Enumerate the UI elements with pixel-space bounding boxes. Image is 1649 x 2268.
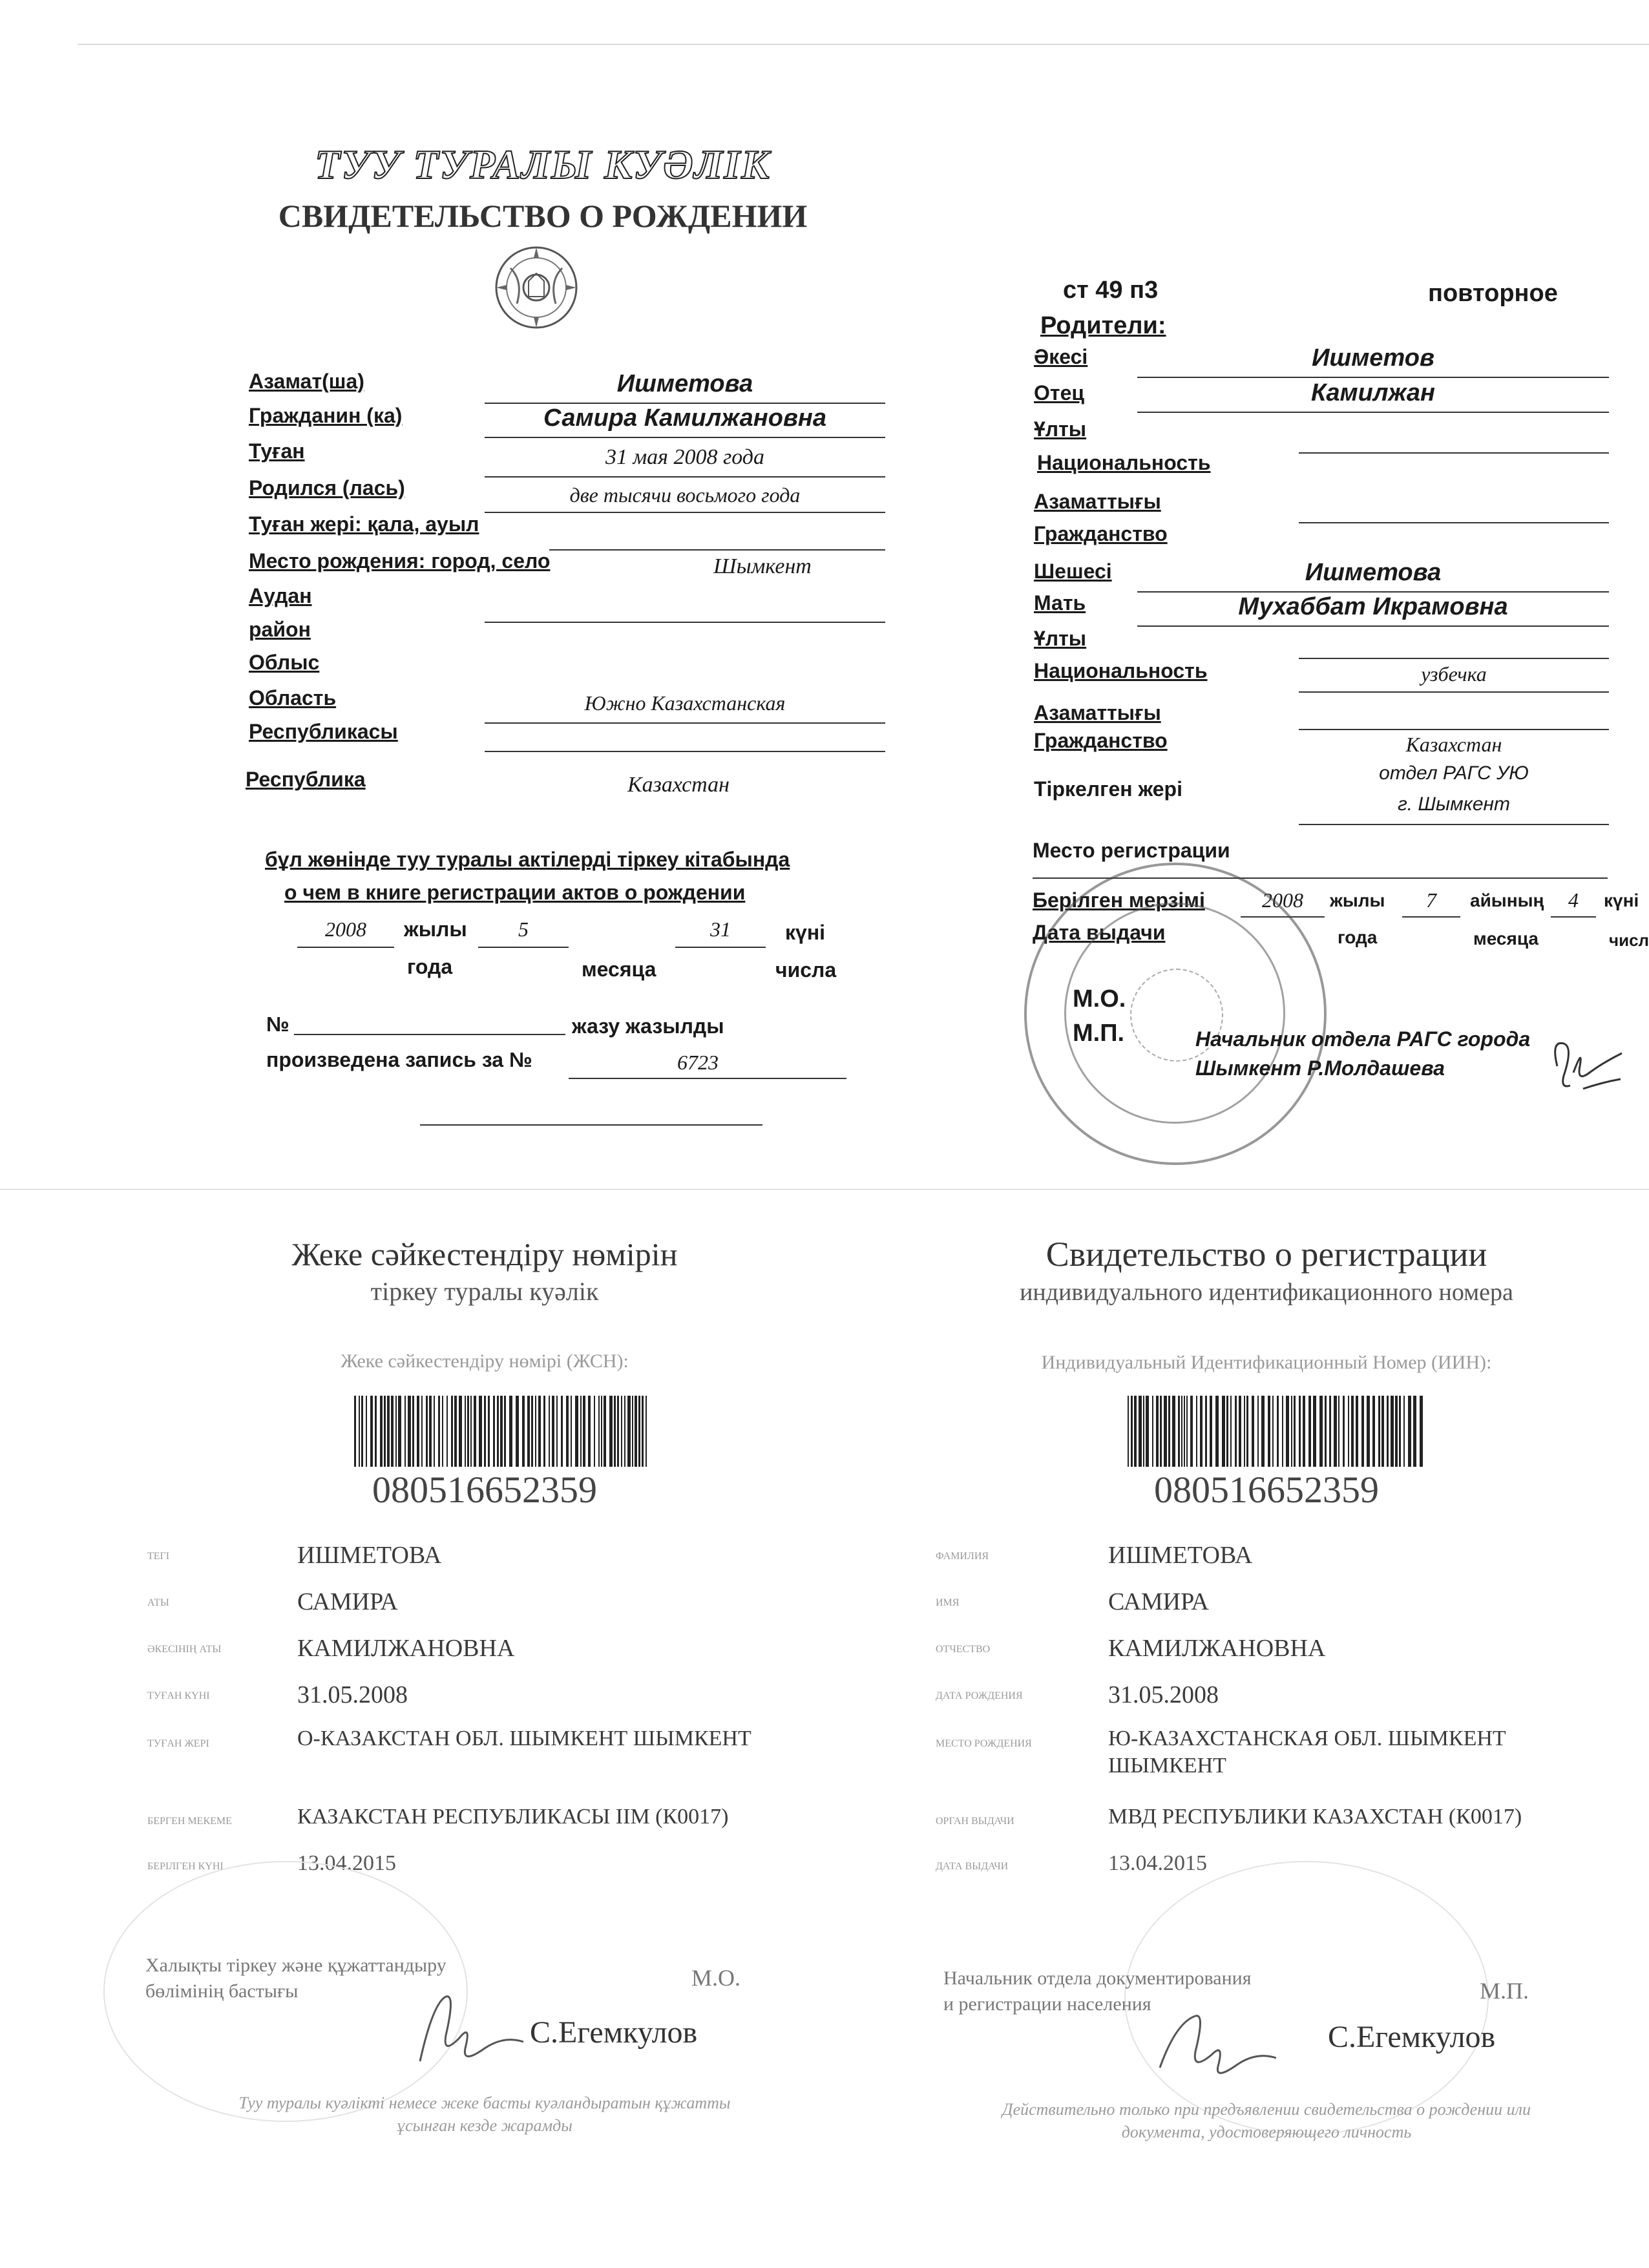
barcode-bar (1139, 1396, 1142, 1467)
barcode-bar (601, 1396, 602, 1467)
issue-day: 4 (1568, 888, 1579, 912)
barcode-bar (1181, 1396, 1182, 1467)
iin-ru-barcode (1128, 1396, 1425, 1467)
barcode-bar (1205, 1396, 1207, 1467)
barcode-bar (617, 1396, 619, 1467)
iin-kz-caption: Жеке сәйкестендіру нөмірі (ЖСН): (341, 1350, 629, 1372)
barcode-bar (561, 1396, 563, 1467)
barcode-bar (575, 1396, 578, 1467)
barcode-bar (1131, 1396, 1133, 1467)
barcode-bar (1329, 1396, 1331, 1467)
iin-kz-value-issued: 13.04.2015 (297, 1851, 396, 1875)
issue-month-ru: месяца (1473, 929, 1539, 949)
label-father-cit-kz: Азаматтығы (1034, 490, 1161, 513)
barcode-bar (470, 1396, 472, 1467)
label-district-ru: район (249, 618, 311, 641)
line-father-surname (1137, 377, 1609, 378)
barcode-bar (580, 1396, 582, 1467)
line-birth-date (485, 476, 885, 478)
iin-ru-note-2: документа, удостоверяющего личность (1121, 2123, 1412, 2141)
line-issue-day (1551, 916, 1596, 918)
barcode-bar (531, 1396, 533, 1467)
line-mother-surname (1137, 591, 1609, 593)
label-issued-ru: Дата выдачи (1033, 921, 1166, 944)
iin-ru-label-surname: ФАМИЛИЯ (936, 1551, 989, 1562)
barcode-bar (604, 1396, 606, 1467)
iin-ru-label-dob: ДАТА РОЖДЕНИЯ (936, 1690, 1023, 1701)
value-birth-date: 31 мая 2008 года (605, 445, 765, 469)
barcode-bar (588, 1396, 591, 1467)
barcode-bar (387, 1396, 390, 1467)
barcode-bar (522, 1396, 525, 1467)
iin-kz-footer-1: Халықты тіркеу және құжаттандыру (145, 1955, 446, 1976)
entry-text-kz: жазу жазылды (572, 1014, 724, 1038)
barcode-bar (454, 1396, 457, 1467)
barcode-bar (1367, 1396, 1370, 1467)
iin-kz-footer-2: бөлімінің бастығы (145, 1980, 299, 2002)
certificate-title-kz: ТУУ ТУРАЛЫ КУӘЛІК (315, 142, 771, 187)
barcode-bar (384, 1396, 386, 1467)
iin-ru-value-dob: 31.05.2008 (1108, 1681, 1219, 1708)
iin-kz-title-2: тіркеу туралы куәлік (370, 1277, 599, 1306)
issue-month: 7 (1426, 888, 1436, 912)
iin-kz-label-surname: ТЕГІ (147, 1551, 170, 1562)
statute-ref: ст 49 п3 (1063, 277, 1159, 304)
entry-number: 6723 (677, 1051, 719, 1074)
barcode-bar (366, 1396, 367, 1467)
value-father-name: Камилжан (1311, 379, 1435, 406)
record-day-ru: числа (775, 958, 837, 982)
barcode-bar (1348, 1396, 1349, 1467)
value-mother-citizenship: Казахстан (1405, 733, 1502, 756)
seal-mo: М.О. (1073, 985, 1126, 1013)
barcode-bar (465, 1396, 466, 1467)
barcode-bar (1334, 1396, 1337, 1467)
barcode-bar (429, 1396, 432, 1467)
record-year: 2008 (325, 918, 366, 941)
line-republic-kz (485, 751, 885, 752)
barcode-bar (1408, 1396, 1411, 1467)
line-district (485, 622, 885, 623)
iin-kz-value-patronymic: КАМИЛЖАНОВНА (297, 1635, 515, 1662)
barcode-bar (552, 1396, 554, 1467)
barcode-bar (1128, 1396, 1129, 1467)
barcode-bar (1395, 1396, 1398, 1467)
iin-kz-value-issuer: КАЗАКСТАН РЕСПУБЛИКАСЫ ІІМ (К0017) (297, 1805, 729, 1829)
iin-kz-value-pob: О-КАЗАКСТАН ОБЛ. ШЫМКЕНТ ШЫМКЕНТ (297, 1727, 751, 1750)
barcode-bar (488, 1396, 490, 1467)
barcode-bar (635, 1396, 637, 1467)
iin-kz-value-name: САМИРА (297, 1588, 398, 1615)
iin-kz-signature (407, 1977, 530, 2074)
barcode-bar (1152, 1396, 1153, 1467)
barcode-bar (627, 1396, 631, 1467)
barcode-bar (624, 1396, 625, 1467)
barcode-bar (359, 1396, 360, 1467)
record-year-ru: года (407, 955, 453, 978)
value-reg-place-2: г. Шымкент (1397, 793, 1511, 815)
iin-kz-value-dob: 31.05.2008 (297, 1681, 408, 1708)
registrar-title-2: Шымкент Р.Молдашева (1195, 1056, 1445, 1080)
barcode-bar (1291, 1396, 1292, 1467)
barcode-bar (1190, 1396, 1193, 1467)
value-mother-name: Мухаббат Икрамовна (1238, 593, 1508, 620)
value-birth-date-words: две тысячи восьмого года (569, 483, 801, 507)
barcode-bar (1164, 1396, 1167, 1467)
label-mother-nat-kz: Ұлты (1034, 627, 1087, 650)
value-city: Шымкент (713, 554, 812, 578)
iin-kz-signer: С.Егемкулов (530, 2015, 698, 2050)
barcode-bar (1226, 1396, 1228, 1467)
barcode-bar (1399, 1396, 1401, 1467)
barcode-bar (1294, 1396, 1296, 1467)
label-citizen-kz: Азамат(ша) (249, 370, 364, 393)
barcode-bar (408, 1396, 411, 1467)
label-father-nat-ru: Национальность (1037, 451, 1211, 474)
iin-kz-label-pob: ТУҒАН ЖЕРІ (147, 1738, 209, 1749)
barcode-bar (380, 1396, 383, 1467)
barcode-bar (1381, 1396, 1384, 1467)
barcode-bar (621, 1396, 622, 1467)
label-reg-kz: Тіркелген жері (1034, 777, 1182, 801)
barcode-bar (500, 1396, 503, 1467)
line-bottom-left (420, 1124, 762, 1126)
line-record-day (675, 947, 766, 948)
barcode-bar (549, 1396, 550, 1467)
barcode-bar (1244, 1396, 1245, 1467)
barcode-bar (426, 1396, 428, 1467)
barcode-bar (1235, 1396, 1237, 1467)
record-month-ru: месяца (582, 958, 656, 981)
line-mother-name (1137, 625, 1609, 627)
line-birth-date-words (485, 512, 885, 513)
barcode-bar (642, 1396, 644, 1467)
barcode-bar (646, 1396, 647, 1467)
barcode-bar (1303, 1396, 1305, 1467)
barcode-bar (1308, 1396, 1311, 1467)
line-reg-place (1299, 824, 1609, 825)
value-mother-nationality: узбечка (1421, 662, 1487, 686)
barcode-bar (527, 1396, 530, 1467)
registrar-title-1: Начальник отдела РАГС города (1195, 1027, 1531, 1051)
barcode-bar (509, 1396, 512, 1467)
iin-ru-title-1: Свидетельство о регистрации (1045, 1235, 1487, 1274)
barcode-bar (594, 1396, 595, 1467)
iin-kz-label-issuer: БЕРГЕН МЕКЕМЕ (147, 1816, 232, 1827)
label-mother-ru: Мать (1034, 591, 1086, 614)
iin-ru-caption: Индивидуальный Идентификационный Номер (ИИН): (1041, 1352, 1492, 1373)
repeat-mark: повторное (1428, 280, 1558, 307)
line-birthplace (549, 549, 885, 551)
barcode-bar (1160, 1396, 1162, 1467)
iin-ru-seal: М.П. (1480, 1978, 1529, 2004)
registrar-signature (1544, 1027, 1628, 1098)
barcode-bar (438, 1396, 440, 1467)
label-born-ru: Родился (лась) (249, 476, 405, 499)
iin-ru-value-surname: ИШМЕТОВА (1108, 1542, 1253, 1569)
barcode-bar (1356, 1396, 1358, 1467)
value-country: Казахстан (627, 773, 730, 797)
barcode-bar (1239, 1396, 1241, 1467)
barcode-bar (1261, 1396, 1265, 1467)
barcode-bar (1272, 1396, 1274, 1467)
barcode-bar (1268, 1396, 1270, 1467)
barcode-bar (395, 1396, 397, 1467)
barcode-bar (1246, 1396, 1248, 1467)
iin-kz-value-surname: ИШМЕТОВА (297, 1542, 442, 1569)
barcode-bar (459, 1396, 462, 1467)
label-birthplace-kz: Туған жері: қала, ауыл (249, 512, 479, 536)
barcode-bar (1186, 1396, 1188, 1467)
entry-no-sign: № (266, 1013, 289, 1036)
record-month: 5 (518, 918, 529, 941)
issue-year: 2008 (1262, 888, 1303, 912)
barcode-bar (1387, 1396, 1389, 1467)
barcode-bar (598, 1396, 600, 1467)
barcode-bar (375, 1396, 377, 1467)
issue-day-kz: күні (1604, 890, 1639, 910)
record-year-kz: жылы (404, 918, 467, 941)
barcode-bar (1413, 1396, 1416, 1467)
official-round-stamp (1024, 863, 1327, 1165)
record-day-kz: күні (785, 921, 826, 944)
barcode-bar (1277, 1396, 1279, 1467)
iin-ru-label-patronymic: ОТЧЕСТВО (936, 1644, 991, 1655)
barcode-bar (609, 1396, 613, 1467)
iin-kz-barcode (354, 1396, 651, 1467)
iin-ru-value-pob: Ю-КАЗАХСТАНСКАЯ ОБЛ. ШЫМКЕНТ (1108, 1727, 1506, 1750)
barcode-bar (1343, 1396, 1345, 1467)
barcode-bar (1178, 1396, 1180, 1467)
barcode-bar (632, 1396, 633, 1467)
iin-ru-footer-1: Начальник отдела документирования (943, 1968, 1252, 1989)
barcode-bar (1286, 1396, 1289, 1467)
issue-day-ru: числ (1609, 930, 1649, 950)
barcode-bar (417, 1396, 419, 1467)
line-issue-month (1402, 916, 1460, 918)
iin-ru-value-issued: 13.04.2015 (1108, 1851, 1207, 1875)
issue-year-ru: года (1338, 927, 1378, 947)
barcode-bar (446, 1396, 448, 1467)
issue-year-kz: жылы (1330, 890, 1385, 910)
iin-ru-value-issuer: МВД РЕСПУБЛИКИ КАЗАХСТАН (К0017) (1108, 1805, 1522, 1829)
line-mother-nat-top (1299, 658, 1609, 659)
barcode-bar (1378, 1396, 1380, 1467)
iin-ru-label-issued: ДАТА ВЫДАЧИ (936, 1861, 1009, 1872)
barcode-bar (497, 1396, 499, 1467)
iin-ru-value-pob-city: ШЫМКЕНТ (1108, 1754, 1226, 1778)
barcode-bar (1184, 1396, 1185, 1467)
label-mother-kz: Шешесі (1034, 560, 1112, 583)
section-divider (0, 1189, 1649, 1190)
line-region (485, 722, 885, 724)
barcode-bar (1252, 1396, 1254, 1467)
barcode-bar (493, 1396, 495, 1467)
barcode-bar (1391, 1396, 1394, 1467)
seal-mp: М.П. (1073, 1020, 1125, 1047)
value-region: Южно Казахстанская (584, 691, 786, 715)
barcode-bar (516, 1396, 519, 1467)
line-entry-no (294, 1034, 565, 1035)
barcode-bar (571, 1396, 572, 1467)
barcode-bar (1146, 1396, 1149, 1467)
barcode-bar (442, 1396, 443, 1467)
iin-ru-footer-2: и регистрации населения (943, 1993, 1151, 2015)
barcode-bar (538, 1396, 541, 1467)
line-entry-number (569, 1078, 846, 1079)
issue-month-kz: айының (1470, 890, 1544, 910)
barcode-bar (451, 1396, 453, 1467)
label-issued-kz: Берілген мерзімі (1033, 888, 1205, 912)
iin-kz-number: 080516652359 (372, 1469, 597, 1511)
scan-top-edge (78, 44, 1649, 45)
barcode-bar (1257, 1396, 1259, 1467)
barcode-bar (421, 1396, 423, 1467)
barcode-bar (479, 1396, 482, 1467)
barcode-bar (1420, 1396, 1423, 1467)
barcode-bar (404, 1396, 406, 1467)
label-republic-kz: Республикасы (249, 720, 398, 743)
barcode-bar (1361, 1396, 1364, 1467)
value-reg-place-1: отдел РАГС УЮ (1379, 762, 1529, 784)
label-mother-cit-kz: Азаматтығы (1034, 701, 1161, 724)
barcode-bar (361, 1396, 363, 1467)
line-mother-cit-top (1299, 729, 1609, 730)
line-record-month (478, 947, 569, 948)
barcode-bar (391, 1396, 394, 1467)
barcode-bar (1215, 1396, 1219, 1467)
label-born-kz: Туған (249, 439, 305, 463)
line-surname (485, 403, 885, 404)
barcode-bar (504, 1396, 506, 1467)
iin-kz-label-dob: ТУҒАН КҮНІ (147, 1690, 210, 1701)
barcode-bar (1143, 1396, 1144, 1467)
value-given-name: Самира Камилжановна (543, 404, 826, 432)
label-father-nat-kz: Ұлты (1034, 417, 1087, 441)
label-district-kz: Аудан (249, 584, 312, 607)
barcode-bar (1210, 1396, 1212, 1467)
barcode-bar (398, 1396, 401, 1467)
iin-kz-label-name: АТЫ (147, 1597, 169, 1608)
barcode-bar (1168, 1396, 1170, 1467)
barcode-bar (614, 1396, 616, 1467)
barcode-bar (1313, 1396, 1316, 1467)
entry-text-ru: произведена запись за № (266, 1048, 532, 1071)
barcode-bar (1282, 1396, 1283, 1467)
barcode-bar (484, 1396, 486, 1467)
barcode-bar (1319, 1396, 1323, 1467)
barcode-bar (1200, 1396, 1203, 1467)
barcode-bar (556, 1396, 558, 1467)
line-given-name (485, 437, 885, 438)
barcode-bar (370, 1396, 373, 1467)
iin-kz-seal: М.О. (691, 1965, 741, 1991)
barcode-bar (1403, 1396, 1405, 1467)
line-record-year (297, 947, 394, 948)
iin-ru-label-pob: МЕСТО РОЖДЕНИЯ (936, 1738, 1032, 1749)
barcode-bar (1156, 1396, 1159, 1467)
barcode-bar (1230, 1396, 1232, 1467)
label-citizen-ru: Гражданин (ка) (249, 404, 403, 427)
iin-kz-note-2: ұсынған кезде жарамды (397, 2116, 572, 2135)
barcode-bar (1134, 1396, 1137, 1467)
iin-ru-title-2: индивидуального идентификационного номера (1020, 1279, 1513, 1306)
iin-ru-number: 080516652359 (1154, 1469, 1379, 1511)
iin-ru-signer: С.Егемкулов (1328, 2020, 1496, 2054)
label-birthplace-ru: Место рождения: город, село (249, 549, 551, 572)
iin-ru-signature (1150, 1990, 1279, 2087)
barcode-bar (1372, 1396, 1375, 1467)
book-text-kz: бұл жөнінде туу туралы актілерді тіркеу кітабында (265, 848, 790, 871)
label-region-kz: Облыс (249, 651, 320, 674)
iin-ru-value-patronymic: КАМИЛЖАНОВНА (1108, 1635, 1326, 1662)
label-mother-cit-ru: Гражданство (1034, 729, 1168, 752)
label-mother-nat-ru: Национальность (1034, 659, 1208, 682)
value-surname: Ишметова (616, 370, 753, 397)
barcode-bar (467, 1396, 469, 1467)
iin-kz-note-1: Туу туралы куәлікті немесе жеке басты куәландыратын құжатты (238, 2094, 731, 2112)
value-father-surname: Ишметов (1312, 344, 1434, 372)
label-father-ru: Отец (1034, 381, 1085, 404)
label-reg-ru: Место регистрации (1033, 839, 1230, 862)
barcode-bar (1299, 1396, 1301, 1467)
barcode-bar (412, 1396, 414, 1467)
iin-kz-label-patronymic: ӘКЕСІНІҢ АТЫ (147, 1644, 222, 1655)
label-republic-ru: Республика (246, 768, 366, 791)
label-father-cit-ru: Гражданство (1034, 522, 1168, 545)
iin-ru-label-name: ИМЯ (936, 1597, 960, 1608)
barcode-bar (1172, 1396, 1175, 1467)
iin-kz-label-issued: БЕРІЛГЕН КҮНІ (147, 1861, 224, 1872)
barcode-bar (354, 1396, 356, 1467)
label-region-ru: Область (249, 686, 337, 709)
barcode-bar (1338, 1396, 1339, 1467)
barcode-bar (1325, 1396, 1327, 1467)
record-day: 31 (710, 918, 731, 941)
barcode-bar (1196, 1396, 1197, 1467)
line-father-name (1137, 412, 1609, 413)
barcode-bar (535, 1396, 536, 1467)
kazakhstan-emblem-icon (491, 242, 582, 333)
barcode-bar (434, 1396, 435, 1467)
iin-ru-label-issuer: ОРГАН ВЫДАЧИ (936, 1816, 1014, 1827)
label-father-kz: Әкесі (1034, 345, 1088, 368)
barcode-bar (543, 1396, 545, 1467)
iin-ru-note-1: Действительно только при предъявлении свидетельства о рождении или (1002, 2100, 1531, 2119)
line-mother-nat (1299, 691, 1609, 693)
iin-kz-title-1: Жеке сәйкестендіру нөмірін (291, 1236, 678, 1272)
parents-heading: Родители: (1040, 312, 1166, 339)
iin-ru-value-name: САМИРА (1108, 1588, 1209, 1615)
line-father-cit (1299, 522, 1609, 523)
barcode-bar (638, 1396, 640, 1467)
value-mother-surname: Ишметова (1305, 559, 1442, 586)
barcode-bar (474, 1396, 476, 1467)
barcode-bar (1222, 1396, 1225, 1467)
barcode-bar (1351, 1396, 1354, 1467)
book-text-ru: о чем в книге регистрации актов о рождении (284, 881, 746, 904)
barcode-bar (583, 1396, 585, 1467)
certificate-title-ru: СВИДЕТЕЛЬСТВО О РОЖДЕНИИ (278, 198, 808, 234)
barcode-bar (566, 1396, 569, 1467)
line-father-nat (1299, 452, 1609, 454)
